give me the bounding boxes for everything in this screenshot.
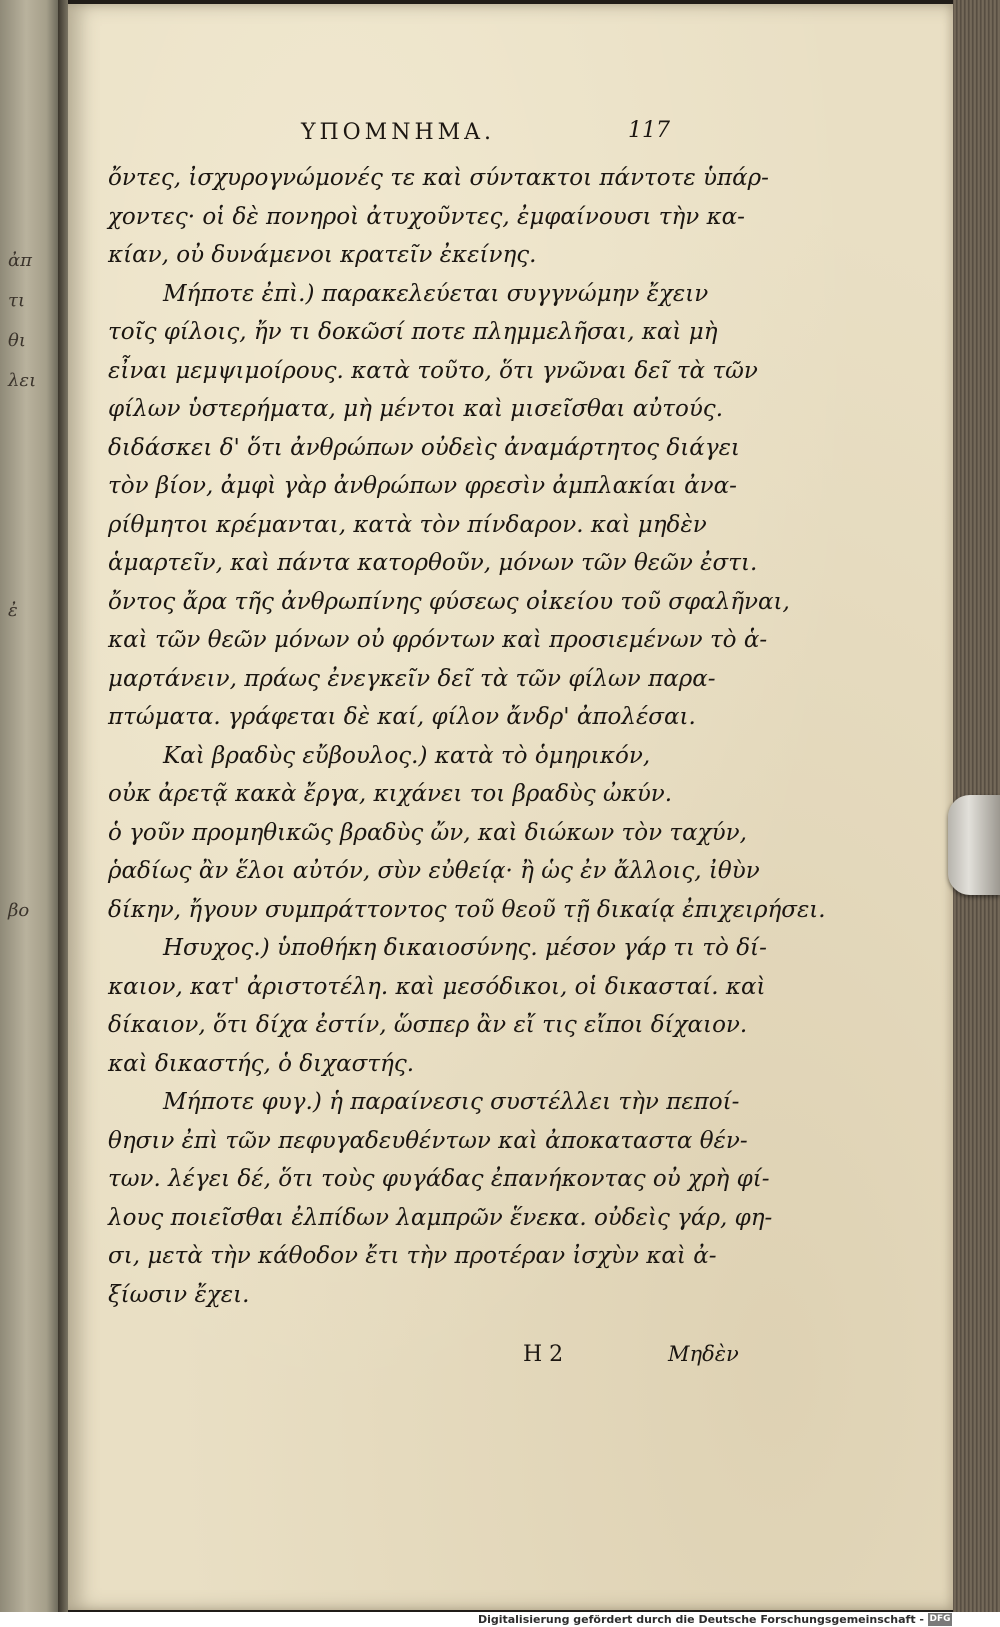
text-line: λους ποιεῖσθαι ἐλπίδων λαμπρῶν ἕνεκα. οὐδεὶς γάρ, φη- xyxy=(108,1204,773,1231)
text-line: κίαν, οὐ δυνάμενοι κρατεῖν ἐκείνης. xyxy=(108,242,537,268)
text-line: πτώματα. γράφεται δὲ καί, φίλον ἄνδρ' ἀπολέσαι. xyxy=(108,704,696,730)
running-head-title: ΥΠΟΜΝΗΜΑ. xyxy=(300,120,496,145)
margin-fragment: θι xyxy=(8,330,26,351)
text-line: καὶ τῶν θεῶν μόνων οὐ φρόντων καὶ προσιεμένων τὸ ἁ- xyxy=(108,627,768,653)
text-line: οὐκ ἀρετᾷ κακὰ ἔργα, κιχάνει τοι βραδὺς ὠκύν. xyxy=(108,781,673,807)
lemma-line: Καὶ βραδὺς εὔβουλος.) κατὰ τὸ ὁμηρικόν, xyxy=(163,742,651,769)
text-line: δίκην, ἤγουν συμπράττοντος τοῦ θεοῦ τῇ δικαίᾳ ἐπιχειρήσει. xyxy=(108,896,826,923)
text-line: χοντες· οἱ δὲ πονηροὶ ἀτυχοῦντες, ἐμφαίνουσι τὴν κα- xyxy=(108,203,745,230)
margin-fragment: ἐ xyxy=(8,600,18,621)
commentary-text xyxy=(108,159,826,1314)
book-gutter xyxy=(58,0,68,1612)
text-line: δίκαιον, ὅτι δίχα ἐστίν, ὥσπερ ἂν εἴ τις εἴποι δίχαιον. xyxy=(108,1012,748,1038)
text-line: διδάσκει δ' ὅτι ἀνθρώπων οὐδεὶς ἀναμάρτητος διάγει xyxy=(108,434,740,461)
text-line: ῥαδίως ἂν ἕλοι αὐτόν, σὺν εὐθείᾳ· ἢ ὡς ἐν ἄλλοις, ἰθὺν xyxy=(108,858,760,884)
signature-mark: Η 2 xyxy=(523,1342,564,1367)
lemma-line: Μήποτε ἐπὶ.) παρακελεύεται συγγνώμην ἔχειν xyxy=(163,280,709,307)
funding-credit: Digitalisierung gefördert durch die Deutsche Forschungsgemeinschaft - xyxy=(477,1613,924,1626)
text-line: φίλων ὑστερήματα, μὴ μέντοι καὶ μισεῖσθαι αὐτούς. xyxy=(108,396,724,422)
text-line: τοῖς φίλοις, ἤν τι δοκῶσί ποτε πλημμελῆσαι, καὶ μὴ xyxy=(108,319,718,345)
text-line: ξίωσιν ἔχει. xyxy=(108,1281,250,1308)
text-line: των. λέγει δέ, ὅτι τοὺς φυγάδας ἐπανήκοντας οὐ χρὴ φί- xyxy=(108,1166,770,1192)
text-line: ὄντος ἄρα τῆς ἀνθρωπίνης φύσεως οἰκείου τοῦ σφαλῆναι, xyxy=(108,588,790,615)
text-line: καὶ δικαστής, ὁ διχαστής. xyxy=(108,1050,415,1077)
digitization-footer xyxy=(0,1612,1000,1627)
text-line: ὄντες, ἰσχυρογνώμονές τε καὶ σύντακτοι πάντοτε ὑπάρ- xyxy=(108,165,769,191)
margin-fragment: βο xyxy=(8,900,30,921)
text-line: εἶναι μεμψιμοίρους. κατὰ τοῦτο, ὅτι γνῶναι δεῖ τὰ τῶν xyxy=(108,357,758,384)
margin-fragment: ἀπ xyxy=(8,250,32,271)
running-head xyxy=(68,120,953,150)
book-page xyxy=(68,4,953,1610)
margin-fragment: λει xyxy=(8,370,37,391)
catchword: Μηδὲν xyxy=(668,1342,739,1366)
margin-fragment: τι xyxy=(8,290,26,311)
text-line: ὁ γοῦν προμηθικῶς βραδὺς ὤν, καὶ διώκων τὸν ταχύν, xyxy=(108,819,747,846)
text-line: τὸν βίον, ἀμφὶ γὰρ ἀνθρώπων φρεσὶν ἀμπλακίαι ἀνα- xyxy=(108,473,737,499)
page-number: 117 xyxy=(628,118,670,143)
page-clip xyxy=(948,795,1000,895)
text-line: καιον, κατ' ἀριστοτέλη. καὶ μεσόδικοι, οἱ δικασταί. καὶ xyxy=(108,973,766,1000)
text-line: σι, μετὰ τὴν κάθοδον ἔτι τὴν προτέραν ἰσχὺν καὶ ἀ- xyxy=(108,1243,717,1269)
text-line: ἁμαρτεῖν, καὶ πάντα κατορθοῦν, μόνων τῶν θεῶν ἐστι. xyxy=(108,550,758,576)
dfg-logo: DFG xyxy=(929,1614,951,1624)
text-line: μαρτάνειν, πράως ἐνεγκεῖν δεῖ τὰ τῶν φίλων παρα- xyxy=(108,665,716,692)
facing-page-edge xyxy=(0,0,58,1612)
lemma-line: Μήποτε φυγ.) ἡ παραίνεσις συστέλλει τὴν πεποί- xyxy=(163,1089,740,1115)
text-line: θησιν ἐπὶ τῶν πεφυγαδευθέντων καὶ ἀποκαταστα θέν- xyxy=(108,1127,748,1154)
lemma-line: Ησυχος.) ὑποθήκη δικαιοσύνης. μέσον γάρ τι τὸ δί- xyxy=(163,935,767,961)
text-line: ρίθμητοι κρέμανται, κατὰ τὸν πίνδαρον. καὶ μηδὲν xyxy=(108,511,707,538)
